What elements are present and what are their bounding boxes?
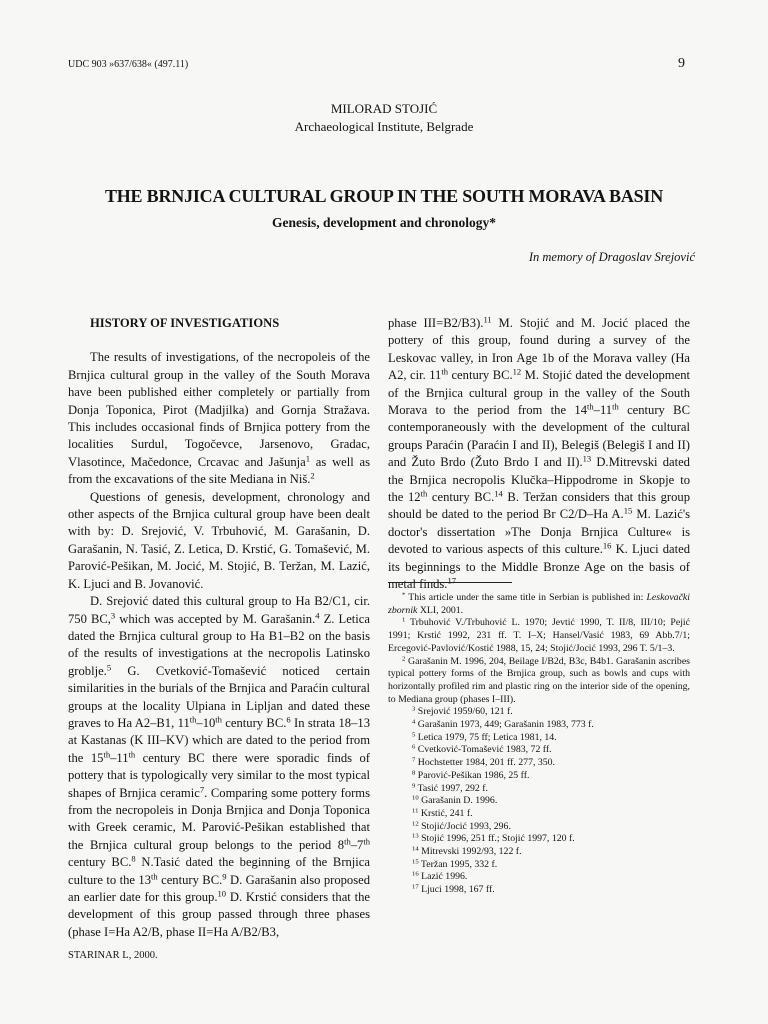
footnote: $^{16}$ Lazić 1996. — [412, 871, 468, 883]
body-paragraph: phase III=B2/B3).$^{11}$ M. Stojić and M. Jocić placed the pottery of this group, found during a survey of the Leskovac valley, in Iron Age 1b of the Morava valley (Ha A2, cir. 11th century BC.$^{12}$ M. Stojić dated the development of the Brnjica cultural group in the valley of the South Morava to the period from the 14th–11th century BC contemporaneously with the development of the cultural groups Paraćin (Paraćin I and II), Belegiš (Belegiš I and II) and Žuto Brdo (Žuto Brdo I and II).$^{13}$ D.Mitrevski dated the Brnjica necropolis Klučka–Hippodrome in Skopje to the 12th century BC.$^{14}$ B. Teržan considers that this group should be dated to the period Br C2/D–Ha A.$^{15}$ M. Lazić's doctor's dissertation »The Donja Brnjica Culture« is devoted to various aspects of this culture.$^{16}$ K. Ljuci dated its beginnings to the Middle Bronze Age on the basis of metal finds.$^{17}$ — [388, 314, 691, 592]
footnote: $^{10}$ Garašanin D. 1996. — [412, 794, 498, 807]
footnotes — [388, 592, 690, 897]
footnote: $^7$ Hochstetter 1984, 201 ff. 277, 350. — [412, 756, 556, 769]
footnote: $^6$ Cvetković-Tomašević 1983, 72 ff. — [412, 744, 552, 756]
footnote: $^{14}$ Mitrevski 1992/93, 122 f. — [412, 845, 522, 858]
footnote: $^4$ Garašanin 1973, 449; Garašanin 1983, 773 f. — [412, 718, 594, 731]
udc-code: UDC 903 »637/638« (497.11) — [68, 59, 189, 70]
body-paragraph: D. Srejović dated this cultural group to Ha B2/C1, cir. 750 BC,$^3$ which was accepted by M. Garašanin.$^4$ Z. Letica dated the Brnjica cultural group to Ha B1–B2 on the basis of the results of investigations at the necropolis Latinsko groblje.$^5$ G. Cvetković-Tomašević noticed certain similarities in the burials of the Brnjica and Paraćin cultural groups at the locality Ulpiana in Lipljan and dated these graves to Ha A2–B1, 11th–10th century BC.$^6$ In strata 18–13 at Kastanas (K III–KV) which are dated to the period from the 15th–11th century BC there were sporadic finds of pottery that is typologically very similar to the most typical shapes of Brnjica ceramic$^7$. Comparing some pottery forms from the necropoleis in Donja Brnjica and Donja Toponica with Greek ceramic, M. Parović-Pešikan established that the Brnjica cultural group belongs to the period 8th–7th century BC.$^8$ N.Tasić dated the beginning of the Brnjica culture to the 13th century BC.$^9$ D. Garašanin also proposed an earlier date for this group.$^{10}$ D. Krstić considers that the development of this group passed through three phases (phase I=Ha A2/B, phase II=Ha A/B2/B3, — [68, 594, 371, 939]
footnote-divider — [388, 582, 512, 583]
article-title: THE BRNJICA CULTURAL GROUP IN THE SOUTH MORAVA BASIN — [104, 186, 664, 206]
footnote: $^2$ Garašanin M. 1996, 204, Beilage I/B2d, B3c, B4b1. Garašanin ascribes typical pottery forms of the Brnjica group, such as bowls and cups with horizontally profiled rim and plastic ring on the interior side of the opening, to Mediana group (phases I–III). — [388, 655, 690, 705]
journal-footer: STARINAR L, 2000. — [68, 950, 158, 961]
right-column — [388, 315, 690, 594]
footnote: $^3$ Srejović 1959/60, 121 f. — [412, 706, 513, 718]
article-subtitle: Genesis, development and chronology* — [271, 215, 496, 230]
footnote: $^{12}$ Stojić/Jocić 1993, 296. — [412, 820, 511, 832]
left-column — [68, 315, 370, 941]
footnote: $^8$ Parović-Pešikan 1986, 25 ff. — [412, 769, 530, 781]
footnote: $^{13}$ Stojić 1996, 251 ff.; Stojić 1997, 120 f. — [412, 833, 575, 845]
footnote: $^9$ Tasić 1997, 292 f. — [412, 782, 488, 794]
author-name: MILORAD STOJIĆ — [330, 101, 438, 116]
dedication: In memory of Dragoslav Srejović — [528, 250, 695, 264]
footnote: $^5$ Letica 1979, 75 ff; Letica 1981, 14. — [412, 731, 557, 743]
body-paragraph: The results of investigations, of the necropoleis of the Brnjica cultural group in the valley of the South Morava have been published either completely or partially from Donja Toponica, Pirot (Madjilka) and Gornja Stražava. This includes occasional finds of Brnjica pottery from the localities Surdul, Togočevce, Jarsenovo, Gradac, Vlasotince, Mačedonce, Crcavac and Jašunja$^1$ as well as from the excavations of the site Mediana in Niš.$^2$ — [68, 350, 371, 487]
footnote: * This article under the same title in Serbian is published in: Leskovački zbornik XLI, 2001. — [388, 591, 690, 616]
footnote: $^{11}$ Krstić, 241 f. — [412, 807, 473, 819]
footnote: $^{17}$ Ljuci 1998, 167 ff. — [412, 883, 495, 896]
footnote: $^1$ Trbuhović V./Trbuhović L. 1970; Jevtić 1990, T. II/8, III/10; Pejić 1991; Krstić 1992, 231 ff. T. I–X; Hansel/Vasić 1983, 69 Abb.7/1; Ercegović-Pavlović/Kostić 1988, 15, 24; Stojić/Jocić 1993, 296 T. 5/1–3. — [388, 617, 690, 654]
author-affiliation: Archaeological Institute, Belgrade — [294, 119, 474, 134]
section-heading: HISTORY OF INVESTIGATIONS — [90, 316, 280, 330]
page-number: 9 — [678, 56, 685, 71]
body-paragraph: Questions of genesis, development, chronology and other aspects of the Brnjica cultural group have been dealt with by: D. Srejović, V. Trbuhović, M. Garašanin, D. Garašanin, N. Tasić, Z. Letica, D. Krstić, G. Tomašević, M. Parović-Pešikan, M. Jocić, M. Stojić, B. Teržan, M. Lazić, K. Ljuci and B. Jovanović. — [68, 489, 370, 591]
footnote: $^{15}$ Teržan 1995, 332 f. — [412, 858, 498, 870]
